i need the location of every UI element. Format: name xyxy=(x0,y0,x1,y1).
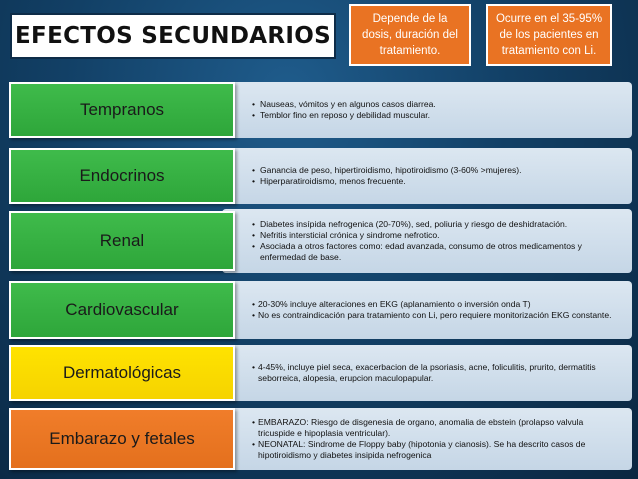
category-dermatologicas: Dermatológicas xyxy=(9,345,235,401)
list-item: • No es contraindicación para tratamiento con Li, pero requiere monitorización EKG constante. xyxy=(252,310,612,321)
list-item: • Hiperparatiroidismo, menos frecuente. xyxy=(252,176,522,187)
list-item: • Nauseas, vómitos y en algunos casos diarrea. xyxy=(252,99,436,110)
list-tempranos xyxy=(252,99,436,121)
list-cardiovascular xyxy=(252,299,612,321)
list-item: • Asociada a otros factores como: edad avanzada, consumo de otros medicamentos y enfermedad de base. xyxy=(252,241,622,263)
category-renal: Renal xyxy=(9,211,235,271)
detail-renal xyxy=(222,209,632,273)
row-cardiovascular xyxy=(0,281,638,339)
list-item: • 20-30% incluye alteraciones en EKG (aplanamiento o inversión onda T) xyxy=(252,299,612,310)
detail-endocrinos xyxy=(222,148,632,204)
dose-note: Depende de la dosis, duración del tratamiento. xyxy=(349,4,471,66)
row-endocrinos xyxy=(0,148,638,204)
list-item: • EMBARAZO: Riesgo de disgenesia de organo, anomalia de ebstein (prolapso valvula tricuspide e hipoplasia ventricular). xyxy=(252,417,622,439)
list-item: • Nefritis intersticial crónica y sindrome nefrotico. xyxy=(252,230,622,241)
list-item: • Ganancia de peso, hipertiroidismo, hipotiroidismo (3-60% >mujeres). xyxy=(252,165,522,176)
category-cardiovascular: Cardiovascular xyxy=(9,281,235,339)
row-tempranos xyxy=(0,82,638,138)
list-endocrinos xyxy=(252,165,522,187)
detail-tempranos xyxy=(222,82,632,138)
incidence-note: Ocurre en el 35-95% de los pacientes en tratamiento con Li. xyxy=(486,4,612,66)
category-embarazo: Embarazo y fetales xyxy=(9,408,235,470)
list-item: • NEONATAL: Sindrome de Floppy baby (hipotonia y cianosis). Se ha descrito casos de hipotiroidismo y diabetes insipida nefrogenica xyxy=(252,439,622,461)
list-renal xyxy=(252,219,622,264)
category-endocrinos: Endocrinos xyxy=(9,148,235,204)
detail-dermatologicas xyxy=(222,345,632,401)
list-item: • Temblor fino en reposo y debilidad muscular. xyxy=(252,110,436,121)
row-renal xyxy=(0,209,638,273)
slide-title: EFECTOS SECUNDARIOS xyxy=(10,13,336,59)
row-dermatologicas xyxy=(0,345,638,401)
detail-cardiovascular xyxy=(222,281,632,339)
list-item: • Diabetes insípida nefrogenica (20-70%), sed, poliuria y riesgo de deshidratación. xyxy=(252,219,622,230)
list-dermatologicas xyxy=(252,362,622,384)
detail-embarazo xyxy=(222,408,632,470)
category-tempranos: Tempranos xyxy=(9,82,235,138)
list-item: • 4-45%, incluye piel seca, exacerbacion de la psoriasis, acne, foliculitis, prurito, dermatitis seborreica, alopesia, erupcion maculopapular. xyxy=(252,362,622,384)
list-embarazo xyxy=(252,417,622,462)
row-embarazo xyxy=(0,408,638,470)
